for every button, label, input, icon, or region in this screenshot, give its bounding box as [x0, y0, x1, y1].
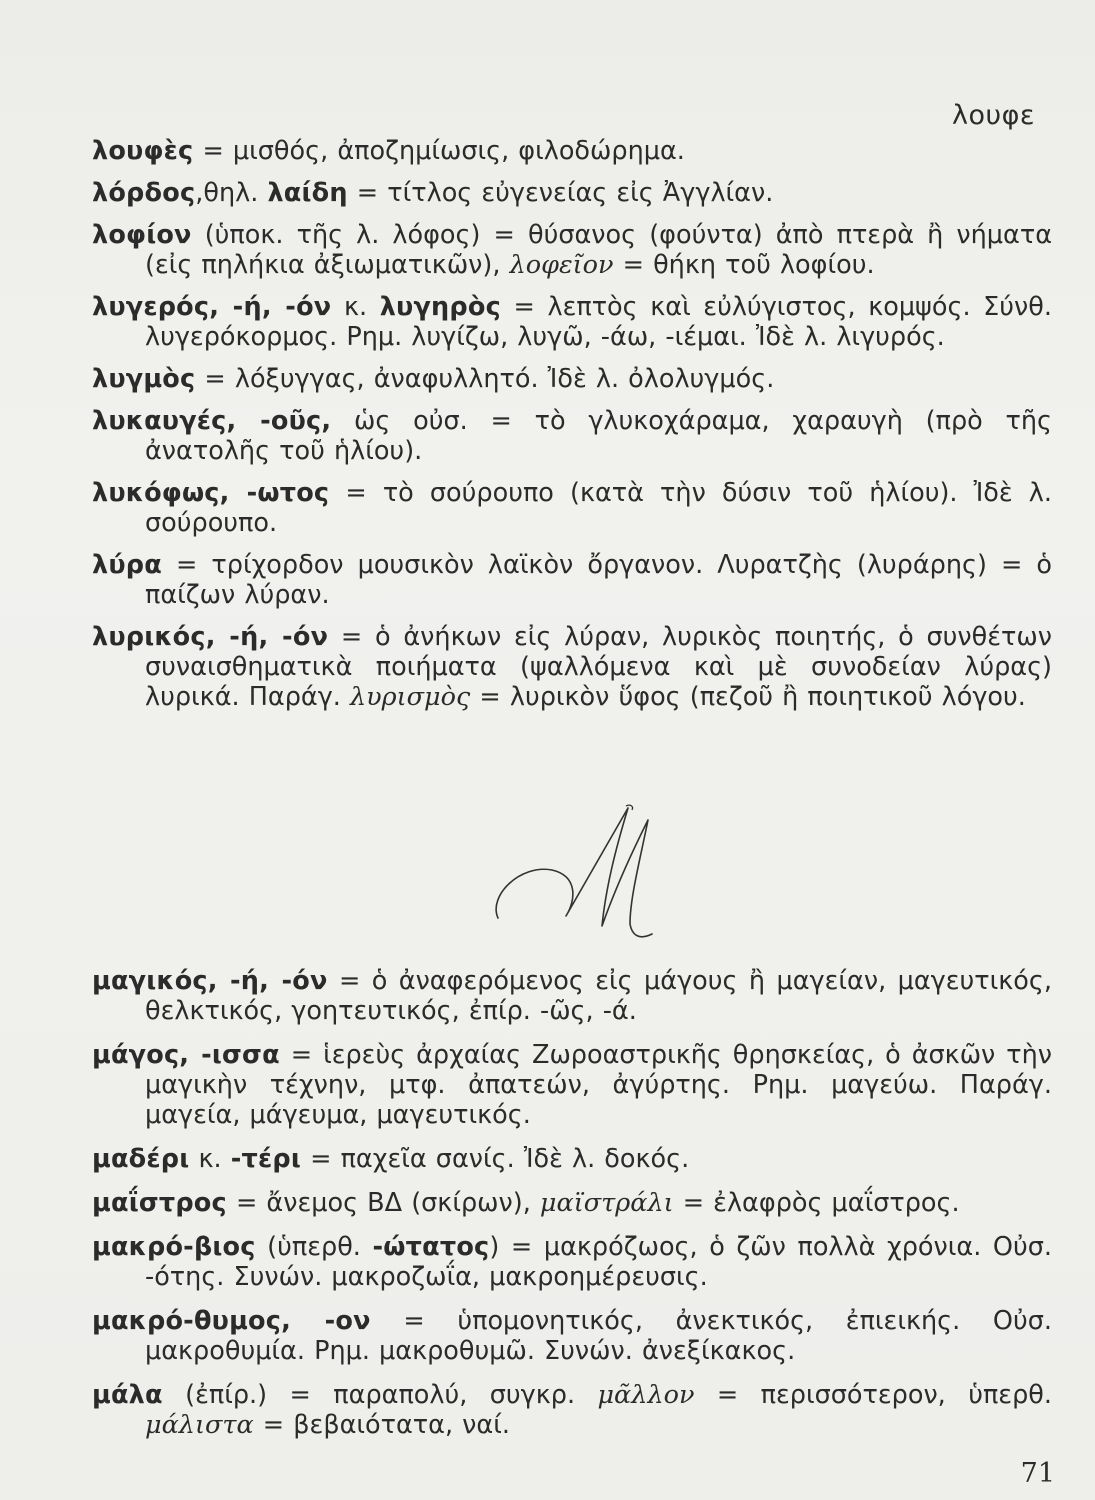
definition-text: = λόξυγγας, ἀναφυλλητό. Ἰδὲ λ. ὀλολυγμός. [195, 364, 775, 394]
dictionary-entry [92, 478, 1052, 538]
headword: λυκόφως, -ωτος [92, 478, 330, 508]
headword: μάλα [92, 1380, 163, 1410]
italic-term: λυρισμὸς [350, 682, 471, 712]
dictionary-entry [92, 1380, 1052, 1440]
italic-term: μάλιστα [145, 1410, 254, 1440]
definition-text: (ὑπερθ. [255, 1232, 373, 1262]
definition-text: = ἐλαφρὸς μαΐστρος. [673, 1188, 960, 1218]
dictionary-entry [92, 622, 1052, 712]
headword: λουφὲς [92, 136, 194, 166]
definition-text: ) = μακρόζωος, ὁ ζῶν πολλὰ χρόνια. Οὐσ. -ότης. Συνών. μακροζωΐα, μακροημέρευσις. [145, 1232, 1052, 1292]
headword: -ώτατος [372, 1232, 490, 1262]
definition-text: = ὁ ἀνήκων εἰς λύραν, λυρικὸς ποιητής, ὁ συνθέτων συναισθηματικὰ ποιήματα (ψαλλόμενα καὶ μὲ συνοδείαν λύρας) λυρικά. Παράγ. [145, 622, 1052, 712]
headword: λαίδη [267, 178, 348, 208]
page-number: 71 [1020, 1458, 1055, 1489]
dictionary-entry [92, 292, 1052, 352]
definition-text: = τὸ σούρουπο (κατὰ τὴν δύσιν τοῦ ἡλίου). Ἰδὲ λ. σούρουπο. [145, 478, 1052, 538]
definition-text: = περισσότερον, ὑπερθ. [694, 1380, 1052, 1410]
definition-text: = τρίχορδον μουσικὸν λαϊκὸν ὄργανον. Λυρατζὴς (λυράρης) = ὁ παίζων λύραν. [145, 550, 1052, 610]
dictionary-entry [92, 136, 1052, 166]
dictionary-entry [92, 966, 1052, 1026]
definition-text: = λυρικὸν ὕφος (πεζοῦ ἢ ποιητικοῦ λόγου. [470, 682, 1026, 712]
section-letter-m [480, 800, 680, 950]
definition-text: = παχεῖα σανίς. Ἰδὲ λ. δοκός. [301, 1144, 690, 1174]
definition-text: (ἐπίρ.) = παραπολύ, συγκρ. [162, 1380, 598, 1410]
headword: μαδέρι [92, 1144, 190, 1174]
headword: λοφίον [92, 220, 192, 250]
dictionary-entry [92, 1232, 1052, 1292]
headword: μαΐστρος [92, 1188, 227, 1218]
dictionary-entry [92, 1144, 1052, 1174]
entries-mu [92, 966, 1052, 1454]
dictionary-entry [92, 1188, 1052, 1218]
definition-text: ὡς οὐσ. = τὸ γλυκοχάραμα, χαραυγὴ (πρὸ τῆς ἀνατολῆς τοῦ ἡλίου). [145, 406, 1052, 466]
headword: -τέρι [230, 1144, 301, 1174]
definition-text: = βεβαιότατα, ναί. [253, 1410, 510, 1440]
definition-text: = θήκη τοῦ λοφίου. [613, 250, 875, 280]
headword: λύρα [92, 550, 162, 580]
definition-text: = ἱερεὺς ἀρχαίας Ζωροαστρικῆς θρησκείας, ὁ ἀσκῶν τὴν μαγικὴν τέχνην, μτφ. ἀπατεών, ἀγύρτης. Ρημ. μαγεύω. Παράγ. μαγεία, μάγευμα, μαγευτικός. [145, 1040, 1052, 1130]
headword: μακρό-βιος [92, 1232, 256, 1262]
definition-text: = μισθός, ἀποζημίωσις, φιλοδώρημα. [193, 136, 685, 166]
definition-text: ,θηλ. [195, 178, 268, 208]
definition-text: κ. [189, 1144, 231, 1174]
headword: λυγερός, -ή, -όν [92, 292, 332, 322]
definition-text: κ. [331, 292, 380, 322]
running-head: λουφε [951, 100, 1035, 131]
dictionary-entry [92, 406, 1052, 466]
dictionary-entry [92, 220, 1052, 280]
dictionary-entry [92, 178, 1052, 208]
entries-lambda [92, 136, 1052, 724]
headword: μακρό-θυμος, -ον [92, 1306, 371, 1336]
definition-text: = ὁ ἀναφερόμενος εἰς μάγους ἢ μαγείαν, μαγευτικός, θελκτικός, γοητευτικός, ἐπίρ. -ῶς, -ά. [145, 966, 1052, 1026]
definition-text: = ἄνεμος ΒΔ (σκίρων), [226, 1188, 540, 1218]
headword: μαγικός, -ή, -όν [92, 966, 328, 996]
definition-text: = λεπτὸς καὶ εὐλύγιστος, κομψός. Σύνθ. λυγερόκορμος. Ρημ. λυγίζω, λυγῶ, -άω, -ιέμαι. Ἰδὲ λ. λιγυρός. [145, 292, 1052, 352]
headword: λυρικός, -ή, -όν [92, 622, 329, 652]
italic-term: μαϊστράλι [539, 1188, 674, 1218]
definition-text: (ὑποκ. τῆς λ. λόφος) = θύσανος (φούντα) ἀπὸ πτερὰ ἢ νήματα (εἰς πηλήκια ἀξιωματικῶν), [145, 220, 1052, 280]
definition-text: = τίτλος εὐγενείας εἰς Ἀγγλίαν. [347, 178, 774, 208]
italic-term: λοφεῖον [509, 250, 614, 280]
headword: λόρδος [92, 178, 196, 208]
headword: λυκαυγές, -οῦς, [92, 406, 332, 436]
definition-text: = ὑπομονητικός, ἀνεκτικός, ἐπιεικής. Οὐσ. μακροθυμία. Ρημ. μακροθυμῶ. Συνών. ἀνεξίκακος. [145, 1306, 1052, 1366]
dictionary-entry [92, 1306, 1052, 1366]
dictionary-entry [92, 364, 1052, 394]
dictionary-entry [92, 550, 1052, 610]
headword: λυγηρὸς [379, 292, 501, 322]
headword: μάγος, -ισσα [92, 1040, 280, 1070]
dictionary-entry [92, 1040, 1052, 1130]
headword: λυγμὸς [92, 364, 196, 394]
italic-term: μᾶλλον [597, 1380, 695, 1410]
